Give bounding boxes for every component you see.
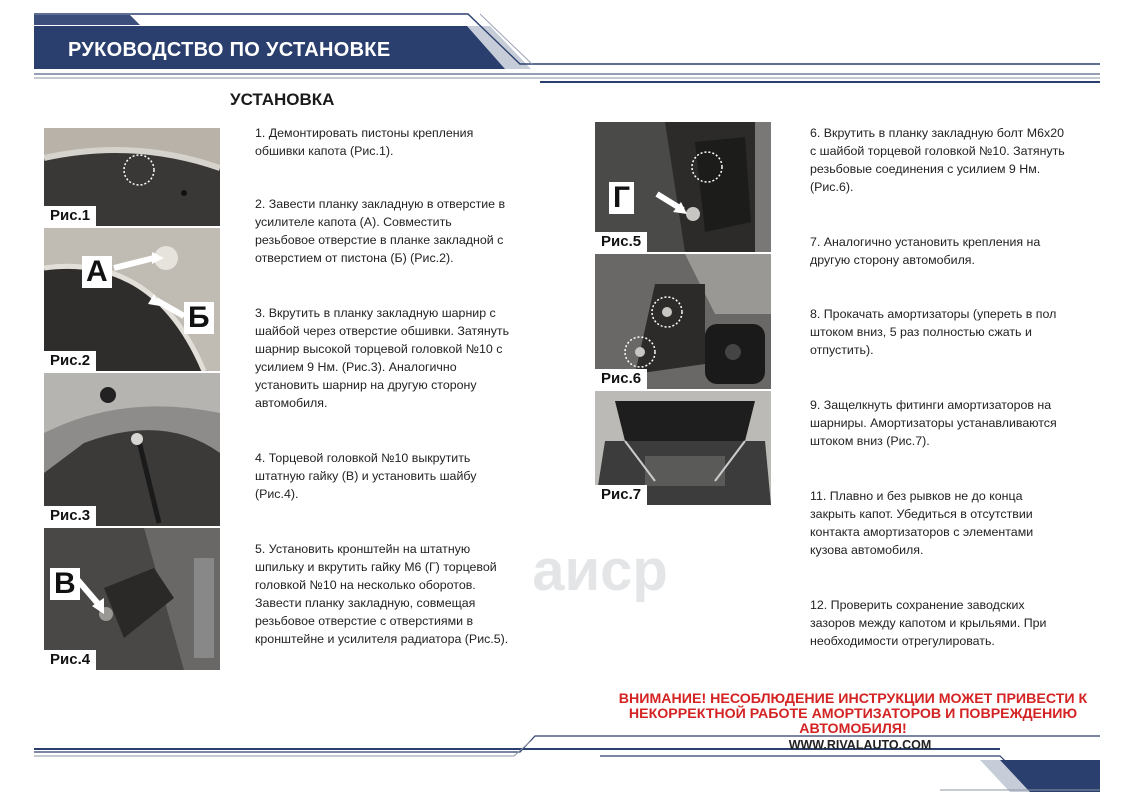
- marker-b: Б: [184, 302, 214, 334]
- step-3-line: шайбой через отверстие обшивки. Затянуть: [255, 324, 510, 338]
- step-2-line: резьбовое отверстие в планке закладной с: [255, 233, 504, 247]
- step-9-line: 9. Защелкнуть фитинги амортизаторов на: [810, 398, 1052, 412]
- website-link[interactable]: WWW.RIVALAUTO.COM: [788, 738, 932, 752]
- step-12-line: зазоров между капотом и крыльями. При: [810, 616, 1047, 630]
- step-6-line: 6. Вкрутить в планку закладную болт М6х20: [810, 126, 1064, 140]
- figure-5-label: Рис.5: [595, 232, 647, 252]
- step-5-line: Завести планку закладную, совмещая: [255, 596, 476, 610]
- section-heading: УСТАНОВКА: [230, 90, 335, 109]
- figure-5-photo: [595, 122, 771, 252]
- step-6-line: (Рис.6).: [810, 180, 854, 194]
- step-1-line: 1. Демонтировать пистоны крепления: [255, 126, 474, 140]
- step-11-line: закрыть капот. Убедиться в отсутствии: [810, 507, 1033, 521]
- step-5-line: кронштейне и усилителя радиатора (Рис.5).: [255, 632, 509, 646]
- step-11-line: кузова автомобиля.: [810, 543, 924, 557]
- step-4-line: штатную гайку (В) и установить шайбу: [255, 469, 477, 483]
- marker-v: В: [50, 568, 80, 600]
- step-4: [255, 449, 534, 503]
- watermark-text: аиср: [532, 540, 668, 602]
- figure-2-label: Рис.2: [44, 351, 96, 371]
- figure-7-label: Рис.7: [595, 485, 647, 505]
- step-2-line: усилителе капота (А). Совместить: [255, 215, 452, 229]
- marker-g: Г: [609, 182, 634, 214]
- step-2-line: отверстием от пистона (Б) (Рис.2).: [255, 251, 454, 265]
- step-11-line: 11. Плавно и без рывков не до конца: [810, 489, 1023, 503]
- step-3-line: 3. Вкрутить в планку закладную шарнир с: [255, 306, 496, 320]
- figure-6-label: Рис.6: [595, 369, 647, 389]
- watermark-logo: [530, 540, 670, 602]
- step-9-line: шарниры. Амортизаторы устанавливаются: [810, 416, 1057, 430]
- step-8: [810, 305, 1090, 359]
- step-3-line: шарнир высокой торцевой головкой №10 с: [255, 342, 503, 356]
- step-12: [810, 596, 1090, 650]
- figure-1-photo: [44, 128, 220, 226]
- figure-3-photo: [44, 373, 220, 526]
- step-2: [255, 195, 534, 267]
- step-12-line: необходимости отрегулировать.: [810, 634, 995, 648]
- figure-4-label: Рис.4: [44, 650, 96, 670]
- step-6-line: с шайбой торцевой головкой №10. Затянуть: [810, 144, 1065, 158]
- step-5-line: 5. Установить кронштейн на штатную: [255, 542, 471, 556]
- step-9-line: штоком вниз (Рис.7).: [810, 434, 930, 448]
- warning-line: АВТОМОБИЛЯ!: [799, 721, 907, 737]
- figure-2-photo: [44, 228, 220, 371]
- step-1: [255, 124, 534, 160]
- step-3-line: установить шарнир на другую сторону: [255, 378, 477, 392]
- step-3-line: усилием 9 Нм. (Рис.3). Аналогично: [255, 360, 457, 374]
- warning-line: ВНИМАНИЕ! НЕСОБЛЮДЕНИЕ ИНСТРУКЦИИ МОЖЕТ ПРИВЕСТИ К: [618, 691, 1088, 707]
- step-11: [810, 487, 1090, 559]
- step-5-line: шпильку и вкрутить гайку М6 (Г) торцевой: [255, 560, 497, 574]
- page-title: РУКОВОДСТВО ПО УСТАНОВКЕ: [68, 39, 391, 61]
- marker-a: А: [82, 256, 112, 288]
- figure-6-photo: [595, 254, 771, 389]
- step-1-line: обшивки капота (Рис.1).: [255, 144, 394, 158]
- step-5-line: головкой №10 на несколько оборотов.: [255, 578, 476, 592]
- figure-3-label: Рис.3: [44, 506, 96, 526]
- step-4-line: 4. Торцевой головкой №10 выкрутить: [255, 451, 471, 465]
- step-7-line: 7. Аналогично установить крепления на: [810, 235, 1041, 249]
- step-8-line: 8. Прокачать амортизаторы (упереть в пол: [810, 307, 1057, 321]
- step-6-line: резьбовые соединения с усилием 9 Нм.: [810, 162, 1041, 176]
- warning-line: НЕКОРРЕКТНОЙ РАБОТЕ АМОРТИЗАТОРОВ И ПОВРЕЖДЕНИЮ: [628, 706, 1078, 722]
- step-7: [810, 233, 1090, 269]
- step-11-line: контакта амортизаторов с элементами: [810, 525, 1034, 539]
- step-2-line: 2. Завести планку закладную в отверстие в: [255, 197, 506, 211]
- step-8-line: отпустить).: [810, 343, 874, 357]
- figure-1-label: Рис.1: [44, 206, 96, 226]
- figure-4-photo: [44, 528, 220, 670]
- step-3-line: автомобиля.: [255, 396, 328, 410]
- step-8-line: штоком вниз, 5 раз полностью сжать и: [810, 325, 1032, 339]
- step-3: [255, 304, 534, 412]
- step-9: [810, 396, 1090, 450]
- step-4-line: (Рис.4).: [255, 487, 299, 501]
- step-12-line: 12. Проверить сохранение заводских: [810, 598, 1025, 612]
- step-5-line: резьбовое отверстие с отверстиями в: [255, 614, 474, 628]
- step-6: [810, 124, 1090, 196]
- step-5: [255, 540, 534, 648]
- footer-banner: [0, 700, 1132, 800]
- step-7-line: другую сторону автомобиля.: [810, 253, 975, 267]
- figure-7-photo: [595, 391, 771, 505]
